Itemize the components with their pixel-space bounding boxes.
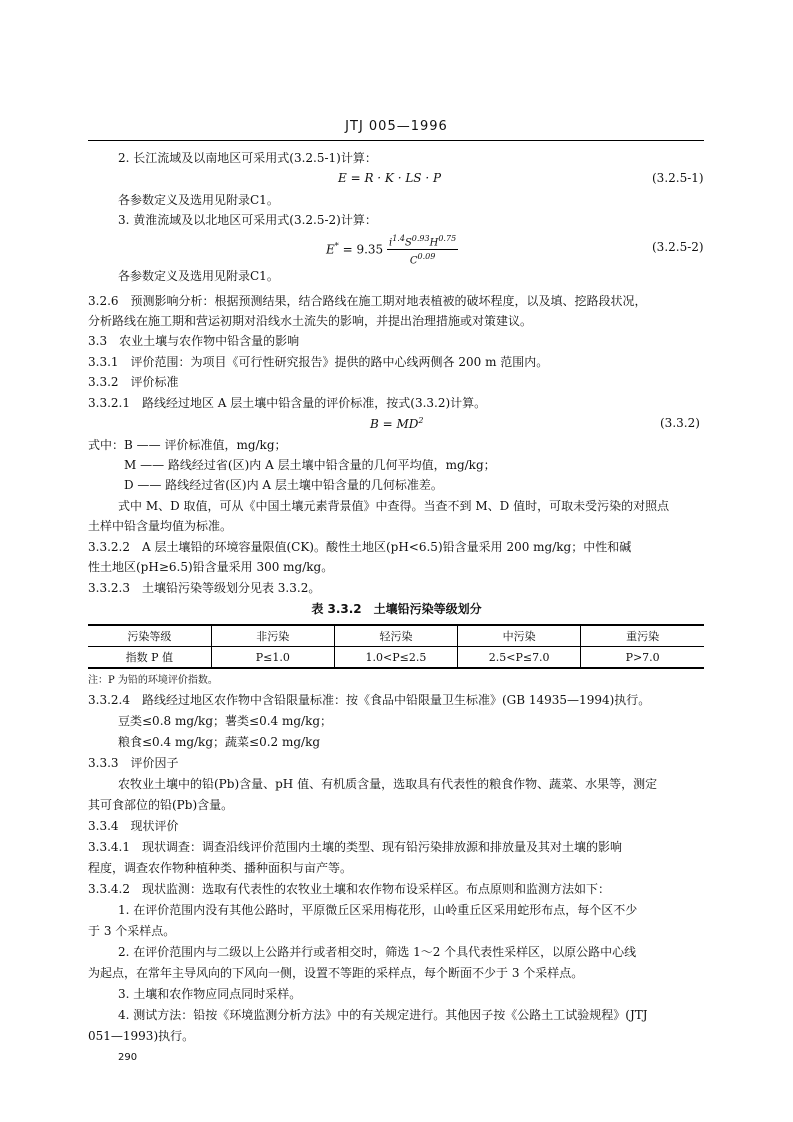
text-line: 051—1993)执行。 [88,1029,195,1043]
table-cell: 2.5<P≤7.0 [458,647,581,669]
text-line: 分析路线在施工期和营运初期对沿线水土流失的影响，并提出治理措施或对策建议。 [88,314,533,328]
equation-fraction: $\frac{i^{1.4}S^{0.93}H^{0.75}}{C^{0.09}}$ [389,234,457,267]
section-3-2-6: 3.2.6 预测影响分析：根据预测结果，结合路线在施工期对地表植被的破坏程度，以及填、挖路段状况， [88,294,647,308]
section-3-3-2-2: 3.3.2.2 A 层土壤铅的环境容量限值(CK)。酸性土地区(pH<6.5)铅含量采用 200 mg/kg；中性和碱 [88,540,632,554]
section-3-3-2-1: 3.3.2.1 路线经过地区 A 层土壤中铅含量的评价标准，按式(3.3.2)计算。 [88,396,487,410]
section-3-3-2-4: 3.3.2.4 路线经过地区农作物中含铅限量标准：按《食品中铅限量卫生标准》(GB 14935—1994)执行。 [88,693,651,707]
table-header-cell: 污染等级 [88,625,211,647]
table-header-cell: 轻污染 [334,625,457,647]
section-3-3-1: 3.3.1 评价范围：为项目《可行性研究报告》提供的路中心线两侧各 200 m 范围内。 [88,355,549,369]
text-line: 2. 长江流域及以南地区可采用式(3.2.5-1)计算： [118,151,377,165]
text-line: 各参数定义及选用见附录C1。 [118,269,279,283]
list-item: 2. 在评价范围内与二级以上公路并行或者相交时，筛选 1～2 个具代表性采样区，以原公路中心线 [118,945,637,959]
equation-3-2-5-2: E* = 9.35 $\frac{i^{1.4}S^{0.93}H^{0.75}}{C^{0.09}}$ [326,234,457,267]
text-line: 式中 M、D 取值，可从《中国土壤元素背景值》中查得。当查不到 M、D 值时，可取未受污染的对照点 [118,499,670,513]
table-row [88,647,704,669]
text-line: 各参数定义及选用见附录C1。 [118,193,279,207]
equation-number: (3.2.5-1) [652,171,704,185]
section-3-3: 3.3 农业土壤与农作物中铅含量的影响 [88,334,300,348]
text-line: 于 3 个采样点。 [88,924,176,938]
table-header-cell: 重污染 [581,625,704,647]
text-line: 为起点，在常年主导风向的下风向一侧，设置不等距的采样点，每个断面不少于 3 个采样点。 [88,966,584,980]
where-line: D —— 路线经过省(区)内 A 层土壤中铅含量的几何标准差。 [124,478,443,492]
text-line: 3. 黄淮流域及以北地区可采用式(3.2.5-2)计算： [118,213,377,227]
page-header: JTJ 005—1996 [345,119,448,134]
table-cell: 1.0<P≤2.5 [334,647,457,669]
table-cell: P≤1.0 [211,647,334,669]
equation-number: (3.3.2) [660,416,700,430]
text-line: 其可食部位的铅(Pb)含量。 [88,798,234,812]
where-line: 式中：B —— 评价标准值，mg/kg； [88,438,287,452]
section-3-3-4-1: 3.3.4.1 现状调查：调查沿线评价范围内土壤的类型、现有铅污染排放源和排放量及其对土壤的影响 [88,840,622,854]
where-line: M —— 路线经过省(区)内 A 层土壤中铅含量的几何平均值，mg/kg； [124,458,496,472]
list-item: 4. 测试方法：铅按《环境监测分析方法》中的有关规定进行。其他因子按《公路土工试验规程》(JTJ [118,1008,648,1022]
table-header-row [88,625,704,647]
text-line: 土样中铅含量均值为标准。 [88,519,233,533]
list-item: 3. 土壤和农作物应同点同时采样。 [118,987,302,1001]
pollution-grade-table [88,624,704,669]
equation-3-3-2: $B = MD^2$ [370,416,424,431]
text-line: 豆类≤0.8 mg/kg；薯类≤0.4 mg/kg； [118,714,333,728]
text-line: 性土地区(pH≥6.5)铅含量采用 300 mg/kg。 [88,560,334,574]
header-rule [88,140,704,141]
list-item: 1. 在评价范围内没有其他公路时，平原微丘区采用梅花形，山岭重丘区采用蛇形布点，每个区不少 [118,903,638,917]
section-3-3-2-3: 3.3.2.3 土壤铅污染等级划分见表 3.3.2。 [88,581,321,595]
equation-3-2-5-1: E = R · K · LS · P [338,171,442,185]
text-line: 程度，调查农作物种植种类、播种面积与亩产等。 [88,861,353,875]
text-line: 农牧业土壤中的铅(Pb)含量、pH 值、有机质含量，选取具有代表性的粮食作物、蔬菜、水果等，测定 [118,777,658,791]
table-header-cell: 中污染 [458,625,581,647]
table-cell: P>7.0 [581,647,704,669]
text-line: 粮食≤0.4 mg/kg；蔬菜≤0.2 mg/kg [118,735,321,749]
table-note: 注：P 为铅的环境评价指数。 [88,675,218,686]
section-3-3-2: 3.3.2 评价标准 [88,375,179,389]
table-caption: 表 3.3.2 土壤铅污染等级划分 [311,602,482,616]
equation-number: (3.2.5-2) [652,240,704,254]
section-3-3-3: 3.3.3 评价因子 [88,756,179,770]
page-number: 290 [118,1052,138,1063]
table-header-cell: 非污染 [211,625,334,647]
table-cell: 指数 P 值 [88,647,211,669]
section-3-3-4-2: 3.3.4.2 现状监测：选取有代表性的农牧业土壤和农作物布设采样区。布点原则和监测方法如下： [88,882,610,896]
section-3-3-4: 3.3.4 现状评价 [88,819,179,833]
